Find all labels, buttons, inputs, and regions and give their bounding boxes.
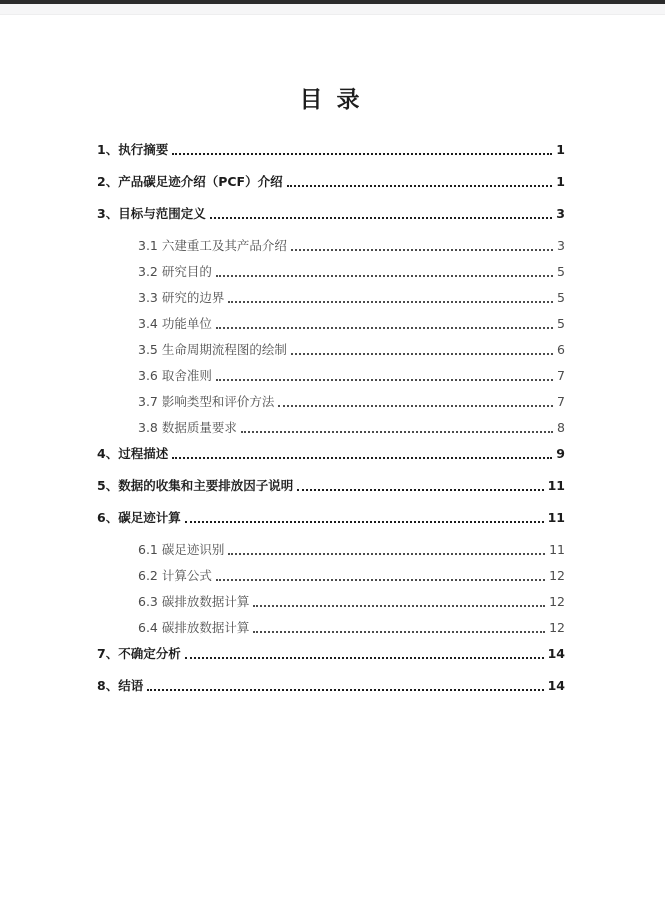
toc-entry-label: 6.2 计算公式	[138, 568, 212, 583]
toc-entry-label: 3.8 数据质量要求	[138, 420, 237, 435]
toc-dot-leader	[172, 457, 552, 459]
toc-entry-label: 3.4 功能单位	[138, 316, 212, 331]
toc-entry[interactable]	[97, 342, 565, 358]
toc-entry[interactable]	[97, 290, 565, 306]
toc-entry-label: 3.7 影响类型和评价方法	[138, 394, 275, 409]
toc-entry-page-number: 3	[557, 238, 565, 253]
toc-dot-leader	[291, 249, 553, 251]
toc-entry-label: 1、执行摘要	[97, 142, 169, 157]
toc-title: 目 录	[299, 87, 363, 113]
toc-entry-page-number: 3	[556, 206, 565, 221]
toc-entry-label: 2、产品碳足迹介绍（PCF）介绍	[97, 174, 283, 189]
toc-entry[interactable]	[97, 620, 565, 636]
toc-entry-page-number: 14	[547, 678, 565, 693]
toc-entry-page-number: 9	[556, 446, 565, 461]
toc-entry-label: 3、目标与范围定义	[97, 206, 206, 221]
toc-entry[interactable]	[97, 678, 565, 694]
toc-entry-label: 4、过程描述	[97, 446, 169, 461]
toc-entry-page-number: 11	[549, 542, 565, 557]
toc-entry[interactable]	[97, 568, 565, 584]
toc-entry-page-number: 1	[556, 174, 565, 189]
toc-entry-label: 6.1 碳足迹识别	[138, 542, 225, 557]
toc-entry-page-number: 6	[557, 342, 565, 357]
toc-dot-leader	[216, 327, 553, 329]
toc-entry-label: 6.4 碳排放数据计算	[138, 620, 250, 635]
toc-entry-label: 8、结语	[97, 678, 144, 693]
toc-dot-leader	[216, 579, 545, 581]
toc-dot-leader	[253, 605, 545, 607]
toc-entry[interactable]	[97, 420, 565, 436]
toc-dot-leader	[228, 553, 545, 555]
toc-entry-page-number: 5	[557, 316, 565, 331]
toc-dot-leader	[228, 301, 553, 303]
toc-entry-page-number: 1	[556, 142, 565, 157]
toc-entry-page-number: 12	[549, 620, 565, 635]
toc-entry[interactable]	[97, 478, 565, 494]
toc-entry-page-number: 14	[547, 646, 565, 661]
toc-entry[interactable]	[97, 174, 565, 190]
toc-entry[interactable]	[97, 542, 565, 558]
toc-entry[interactable]	[97, 594, 565, 610]
toc-entry[interactable]	[97, 646, 565, 662]
toc-entry-label: 6、碳足迹计算	[97, 510, 181, 525]
toc-dot-leader	[287, 185, 553, 187]
document-page	[0, 85, 665, 694]
toc-entry-label: 3.5 生命周期流程图的绘制	[138, 342, 287, 357]
toc-dot-leader	[185, 657, 544, 659]
toc-entry-page-number: 11	[547, 478, 565, 493]
toc-dot-leader	[253, 631, 545, 633]
toc-entry[interactable]	[97, 316, 565, 332]
toc-dot-leader	[297, 489, 543, 491]
toc-dot-leader	[241, 431, 553, 433]
toc-list	[97, 142, 565, 694]
toc-entry-label: 7、不确定分析	[97, 646, 181, 661]
toc-entry-page-number: 12	[549, 568, 565, 583]
toc-entry-page-number: 5	[557, 290, 565, 305]
toc-entry-label: 5、数据的收集和主要排放因子说明	[97, 478, 294, 493]
toc-entry-label: 3.1 六建重工及其产品介绍	[138, 238, 287, 253]
toc-dot-leader	[216, 275, 553, 277]
toc-dot-leader	[278, 405, 553, 407]
toc-entry-label: 3.3 研究的边界	[138, 290, 225, 305]
toc-entry[interactable]	[97, 142, 565, 158]
toc-entry-label: 3.2 研究目的	[138, 264, 212, 279]
toc-entry[interactable]	[97, 510, 565, 526]
toc-entry[interactable]	[97, 206, 565, 222]
toc-entry[interactable]	[97, 368, 565, 384]
toc-dot-leader	[291, 353, 553, 355]
toc-entry[interactable]	[97, 238, 565, 254]
toc-entry-page-number: 5	[557, 264, 565, 279]
toc-dot-leader	[172, 153, 552, 155]
toc-entry-page-number: 7	[557, 394, 565, 409]
toc-dot-leader	[185, 521, 544, 523]
toc-entry-page-number: 8	[557, 420, 565, 435]
toc-entry-page-number: 12	[549, 594, 565, 609]
toc-entry-page-number: 11	[547, 510, 565, 525]
toc-dot-leader	[147, 689, 543, 691]
toc-entry[interactable]	[97, 446, 565, 462]
toc-entry-label: 3.6 取舍准则	[138, 368, 212, 383]
toc-entry[interactable]	[97, 394, 565, 410]
toc-entry-page-number: 7	[557, 368, 565, 383]
toc-dot-leader	[216, 379, 553, 381]
page-top-margin-strip	[0, 4, 665, 15]
toc-entry-label: 6.3 碳排放数据计算	[138, 594, 250, 609]
toc-entry[interactable]	[97, 264, 565, 280]
toc-dot-leader	[210, 217, 553, 219]
